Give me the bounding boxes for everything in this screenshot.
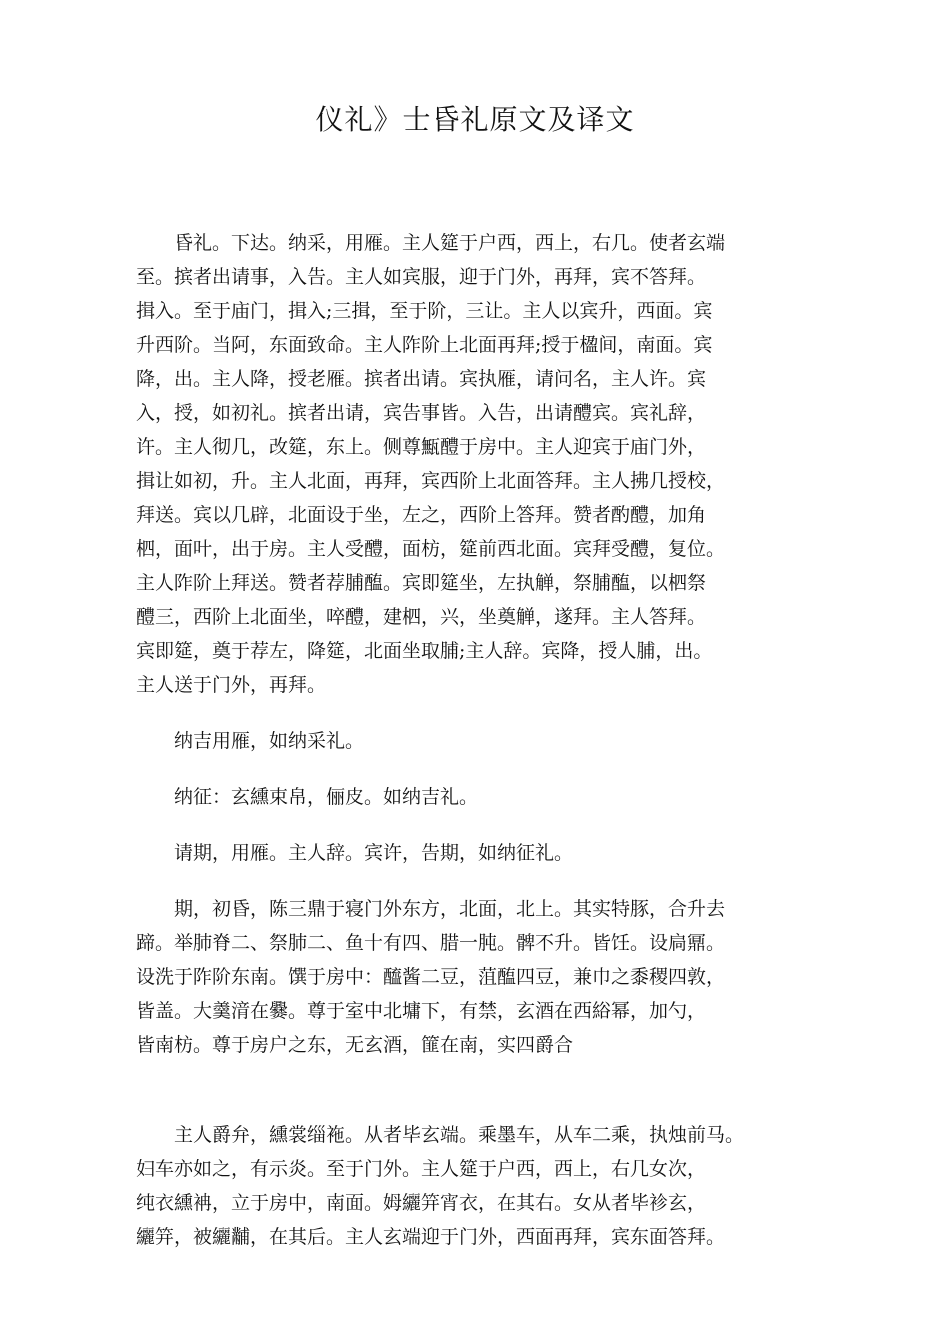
paragraph-qi-chuhun: 期，初昏，陈三鼎于寝门外东方，北面，北上。其实特豚，合升去 蹄。举肺脊二、祭肺二、鱼十有四、腊一肫。髀不升。皆饪。设扃鼏。 设洗于阼阶东南。馔于房中：醯酱二豆，菹醢四豆，兼巾之黍稷四敦， 皆盖。大羹湇在爨。尊于室中北墉下，有禁，玄酒在西綌幂，加勺， 皆南枋。尊于房户之东，无玄酒，篚在南，实四爵合: [136, 898, 726, 1056]
document-body: [136, 226, 836, 1254]
paragraph-naji: 纳吉用雁，如纳采礼。: [174, 730, 365, 752]
paragraph-hunli-nacai: 昏礼。下达。纳采，用雁。主人筵于户西，西上，右几。使者玄端 至。摈者出请事，入告。主人如宾服，迎于门外，再拜，宾不答拜。 揖入。至于庙门，揖入;三揖，至于阶，三让。主人以宾升，西面。宾 升西阶。当阿，东面致命。主人阼阶上北面再拜;授于楹间，南面。宾 降，出。主人降，授老雁。摈者出请。宾执雁，请问名，主人许。宾 入，授，如初礼。摈者出请，宾告事皆。入告，出请醴宾。宾礼辞， 许。主人彻几，改筵，东上。侧尊甒醴于房中。主人迎宾于庙门外， 揖让如初，升。主人北面，再拜，宾西阶上北面答拜。主人拂几授校， 拜送。宾以几辟，北面设于坐，左之，西阶上答拜。赞者酌醴，加角 柶，面叶，出于房。主人受醴，面枋，筵前西北面。宾拜受醴，复位。 主人阼阶上拜送。赞者荐脯醢。宾即筵坐，左执觯，祭脯醢，以柶祭 醴三，西阶上北面坐，啐醴，建柶，兴，坐奠觯，遂拜。主人答拜。 宾即筵，奠于荐左，降筵，北面坐取脯;主人辞。宾降，授人脯，出。 主人送于门外，再拜。: [136, 232, 726, 696]
page-title: 仪礼》士昏礼原文及译文: [315, 103, 635, 136]
paragraph-qingqi: 请期，用雁。主人辞。宾许，告期，如纳征礼。: [174, 842, 574, 864]
paragraph-zhuren-juebian: 主人爵弁，纁裳缁袘。从者毕玄端。乘墨车，从车二乘，执烛前马。 妇车亦如之，有示炎。至于门外。主人筵于户西，西上，右几女次， 纯衣纁袡，立于房中，南面。姆纚笄宵衣，在其右。女从者毕袗玄， 纚笄，被纚黼，在其后。主人玄端迎于门外，西面再拜，宾东面答拜。: [136, 1124, 745, 1248]
paragraph-nazheng: 纳征：玄纁束帛，俪皮。如纳吉礼。: [174, 786, 479, 808]
